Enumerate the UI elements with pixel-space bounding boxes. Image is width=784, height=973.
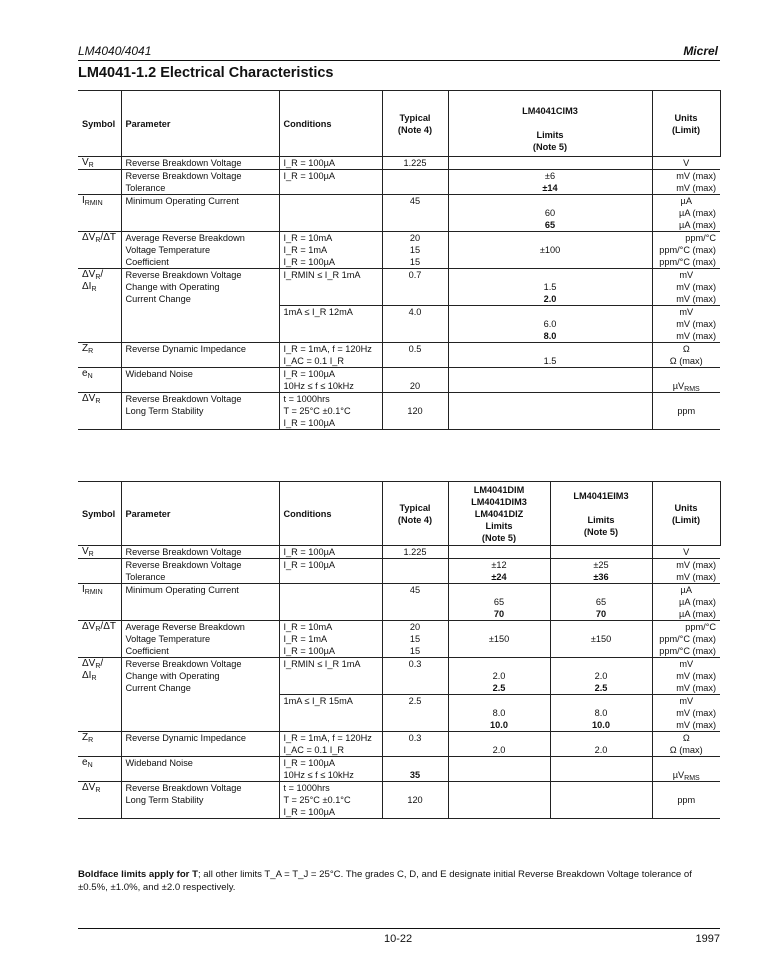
unit-cell: µV$_{RMS}$ [652, 368, 720, 393]
cond-cell: I_RMIN ≤ I_R 1mA [279, 658, 382, 695]
typical-cell: 1.225 [382, 546, 448, 559]
col-conditions: Conditions [279, 482, 382, 546]
typical-cell: 4.0 [382, 306, 448, 343]
cond-cell: I_RMIN ≤ I_R 1mA [279, 269, 382, 306]
table-row [78, 393, 720, 430]
symbol-en: $e_N$ [78, 757, 121, 782]
footer-year: 1997 [695, 933, 720, 945]
unit-cell: µA µA (max) µA (max) [652, 584, 720, 621]
typical-cell: 20 [382, 368, 448, 393]
limit-cell: 65 70 [550, 584, 652, 621]
typical-cell: 45 [382, 195, 448, 232]
cond-cell: I_R = 1mA, f = 120Hz I_AC = 0.1 I_R [279, 343, 382, 368]
unit-cell: µA µA (max) µA (max) [652, 195, 720, 232]
param-cell: Reverse Breakdown Voltage Tolerance [121, 559, 279, 584]
col-parameter: Parameter [121, 482, 279, 546]
limit-cell [448, 157, 652, 170]
param-cell: Reverse Dynamic Impedance [121, 732, 279, 757]
cond-cell: I_R = 1mA, f = 120Hz I_AC = 0.1 I_R [279, 732, 382, 757]
limit-cell: ±150 [550, 621, 652, 658]
symbol-lt: $\Delta V_R$ [78, 782, 121, 819]
typical-cell: 0.7 [382, 269, 448, 306]
cond-cell: 1mA ≤ I_R 12mA [279, 306, 382, 343]
col-limits-e: LM4041EIM3 Limits (Note 5) [550, 482, 652, 546]
param-cell: Minimum Operating Current [121, 195, 279, 232]
typical-cell [382, 559, 448, 584]
table-row [78, 269, 720, 306]
unit-cell: ppm [652, 782, 720, 819]
symbol-lr: $\Delta V_R/\Delta I_R$ [78, 269, 121, 343]
unit-cell: mV mV (max) mV (max) [652, 306, 720, 343]
col-typical: Typical (Note 4) [382, 482, 448, 546]
page-title: LM4041-1.2 Electrical Characteristics [78, 65, 334, 81]
limit-cell [448, 782, 550, 819]
page-number: 10-22 [384, 933, 413, 945]
limit-cell: 1.5 2.0 [448, 269, 652, 306]
col-parameter: Parameter [121, 91, 279, 157]
table-row [78, 732, 720, 757]
table-row [78, 368, 720, 393]
limit-cell: ±100 [448, 232, 652, 269]
param-cell: Reverse Breakdown Voltage Change with Operating Current Change [121, 658, 279, 732]
header-doc-id: LM4040/4041 [78, 44, 152, 58]
unit-cell: mV mV (max) mV (max) [652, 695, 720, 732]
param-cell: Wideband Noise [121, 368, 279, 393]
limit-cell [550, 757, 652, 782]
typical-cell: 0.5 [382, 343, 448, 368]
cond-cell: I_R = 100µA [279, 546, 382, 559]
limit-cell: 2.0 2.5 [550, 658, 652, 695]
table-row [78, 782, 720, 819]
footnote-text: ; all other limits T_A = T_J = 25°C. The grades C, D, and E designate initial Reverse Breakdown Voltage tolerance of ±0.5%, ±1.0%, and ±2.0 respectively. [78, 869, 692, 893]
limit-cell: 2.0 [448, 732, 550, 757]
col-typical: Typical (Note 4) [382, 91, 448, 157]
unit-cell: Ω Ω (max) [652, 343, 720, 368]
unit-cell: µV$_{RMS}$ [652, 757, 720, 782]
footnote [78, 868, 718, 894]
cond-cell: I_R = 100µA 10Hz ≤ f ≤ 10kHz [279, 368, 382, 393]
limit-cell: 8.0 10.0 [448, 695, 550, 732]
header-rule [78, 60, 720, 61]
table-row [78, 170, 720, 195]
param-cell: Reverse Breakdown Voltage [121, 157, 279, 170]
col-symbol: Symbol [78, 482, 121, 546]
unit-cell: mV mV (max) mV (max) [652, 269, 720, 306]
unit-cell: ppm/°C ppm/°C (max) ppm/°C (max) [652, 232, 720, 269]
typical-cell: 120 [382, 393, 448, 430]
limit-cell: 60 65 [448, 195, 652, 232]
param-cell: Minimum Operating Current [121, 584, 279, 621]
footnote-bold: Boldface limits apply for T [78, 869, 198, 880]
typical-cell: 20 15 15 [382, 232, 448, 269]
limit-cell [448, 368, 652, 393]
unit-cell: V [652, 546, 720, 559]
table-row [78, 757, 720, 782]
limit-cell: ±12 ±24 [448, 559, 550, 584]
unit-cell: ppm/°C ppm/°C (max) ppm/°C (max) [652, 621, 720, 658]
symbol-vr: $V_R$ [78, 546, 121, 559]
param-cell: Reverse Breakdown Voltage Change with Operating Current Change [121, 269, 279, 343]
limit-cell [448, 393, 652, 430]
cond-cell [279, 584, 382, 621]
typical-cell: 0.3 [382, 732, 448, 757]
table-row [78, 232, 720, 269]
typical-cell: 35 [382, 757, 448, 782]
table-row [78, 546, 720, 559]
table-row [78, 157, 720, 170]
param-cell: Reverse Breakdown Voltage Tolerance [121, 170, 279, 195]
symbol-vr: $V_R$ [78, 157, 121, 170]
symbol-irmin: $I_{RMIN}$ [78, 584, 121, 621]
unit-cell: mV mV (max) mV (max) [652, 658, 720, 695]
symbol-en: $e_N$ [78, 368, 121, 393]
col-limits: LM4041CIM3 Limits (Note 5) [448, 91, 652, 157]
table-row [78, 621, 720, 658]
symbol-lt: $\Delta V_R$ [78, 393, 121, 430]
table-dim3-eim3 [78, 481, 721, 819]
param-cell: Wideband Noise [121, 757, 279, 782]
cond-cell [279, 195, 382, 232]
cond-cell: I_R = 100µA [279, 559, 382, 584]
typical-cell: 20 15 15 [382, 621, 448, 658]
col-units: Units (Limit) [652, 482, 720, 546]
limit-cell [448, 546, 550, 559]
cond-cell: t = 1000hrs T = 25°C ±0.1°C I_R = 100µA [279, 782, 382, 819]
footer-rule [78, 928, 720, 929]
cond-cell: 1mA ≤ I_R 15mA [279, 695, 382, 732]
param-cell: Reverse Breakdown Voltage Long Term Stability [121, 782, 279, 819]
limit-cell: ±25 ±36 [550, 559, 652, 584]
symbol-cell [78, 170, 121, 195]
param-cell: Average Reverse Breakdown Voltage Temperature Coefficient [121, 232, 279, 269]
limit-cell: 6.0 8.0 [448, 306, 652, 343]
table-row [78, 195, 720, 232]
param-cell: Reverse Breakdown Voltage Long Term Stability [121, 393, 279, 430]
limit-cell [550, 546, 652, 559]
typical-cell: 120 [382, 782, 448, 819]
limit-cell: 65 70 [448, 584, 550, 621]
col-symbol: Symbol [78, 91, 121, 157]
col-limits-d: LM4041DIM LM4041DIM3 LM4041DIZ Limits (Note 5) [448, 482, 550, 546]
typical-cell: 2.5 [382, 695, 448, 732]
table-header-row [78, 91, 720, 157]
cond-cell: I_R = 10mA I_R = 1mA I_R = 100µA [279, 232, 382, 269]
symbol-cell [78, 559, 121, 584]
param-cell: Reverse Breakdown Voltage [121, 546, 279, 559]
cond-cell: I_R = 100µA 10Hz ≤ f ≤ 10kHz [279, 757, 382, 782]
symbol-zr: $Z_R$ [78, 732, 121, 757]
unit-cell: mV (max) mV (max) [652, 170, 720, 195]
col-units: Units (Limit) [652, 91, 720, 157]
unit-cell: mV (max) mV (max) [652, 559, 720, 584]
limit-cell: ±6 ±14 [448, 170, 652, 195]
symbol-tc: $\Delta V_R/\Delta T$ [78, 232, 121, 269]
limit-cell: 2.0 [550, 732, 652, 757]
table-row [78, 584, 720, 621]
table-header-row [78, 482, 720, 546]
symbol-irmin: $I_{RMIN}$ [78, 195, 121, 232]
table-cim3 [78, 90, 721, 430]
header-brand: Micrel [683, 44, 718, 58]
cond-cell: I_R = 100µA [279, 170, 382, 195]
table-row [78, 343, 720, 368]
limit-cell: 1.5 [448, 343, 652, 368]
cond-cell: I_R = 100µA [279, 157, 382, 170]
typical-cell: 0.3 [382, 658, 448, 695]
symbol-tc: $\Delta V_R/\Delta T$ [78, 621, 121, 658]
typical-cell: 1.225 [382, 157, 448, 170]
unit-cell: V [652, 157, 720, 170]
table-row [78, 658, 720, 695]
table-row [78, 559, 720, 584]
cond-cell: t = 1000hrs T = 25°C ±0.1°C I_R = 100µA [279, 393, 382, 430]
limit-cell [550, 782, 652, 819]
symbol-lr: $\Delta V_R/\Delta I_R$ [78, 658, 121, 732]
limit-cell: ±150 [448, 621, 550, 658]
unit-cell: Ω Ω (max) [652, 732, 720, 757]
col-conditions: Conditions [279, 91, 382, 157]
limit-cell: 8.0 10.0 [550, 695, 652, 732]
param-cell: Average Reverse Breakdown Voltage Temperature Coefficient [121, 621, 279, 658]
cond-cell: I_R = 10mA I_R = 1mA I_R = 100µA [279, 621, 382, 658]
typical-cell: 45 [382, 584, 448, 621]
limit-cell: 2.0 2.5 [448, 658, 550, 695]
symbol-zr: $Z_R$ [78, 343, 121, 368]
param-cell: Reverse Dynamic Impedance [121, 343, 279, 368]
typical-cell [382, 170, 448, 195]
unit-cell: ppm [652, 393, 720, 430]
limit-cell [448, 757, 550, 782]
